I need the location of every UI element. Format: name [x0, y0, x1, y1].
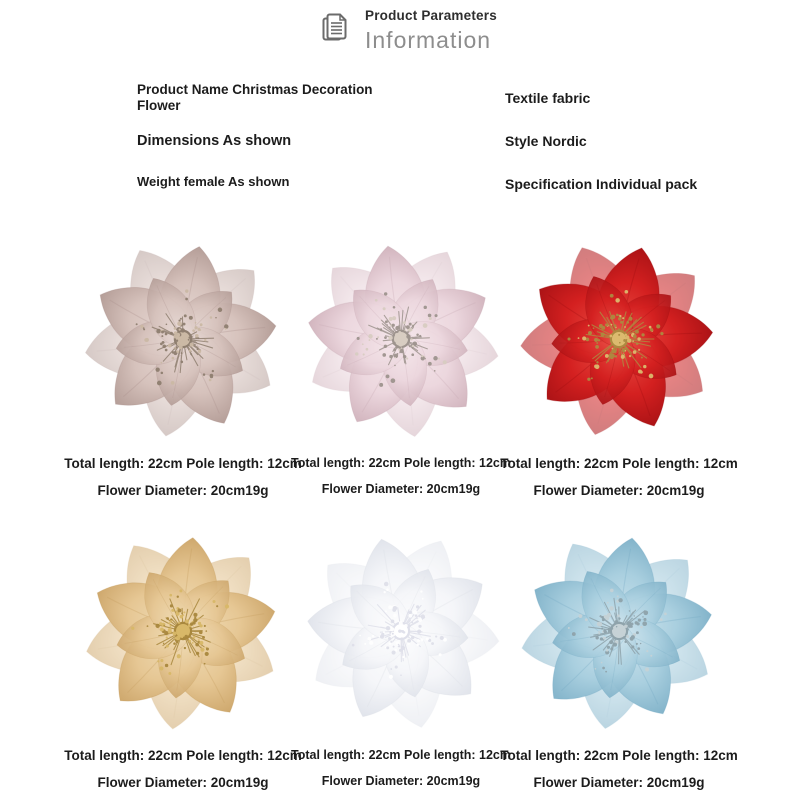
header-text [365, 8, 497, 54]
flower-card-red [500, 238, 738, 498]
flower-caption-diameter: Flower Diameter: 20cm19g [533, 483, 705, 498]
parameter-row-left-1: Dimensions As shown [137, 133, 292, 149]
flower-grid [64, 238, 738, 790]
flower-caption-diameter: Flower Diameter: 20cm19g [321, 774, 481, 788]
flower-caption-diameter: Flower Diameter: 20cm19g [533, 775, 705, 790]
flower-caption-length: Total length: 22cm Pole length: 12cm [291, 748, 511, 762]
flower-caption [64, 732, 302, 790]
parameters-column-right [505, 82, 790, 192]
parameter-row-right-2: Specification Individual pack [505, 176, 698, 192]
page-title: Product Parameters [365, 8, 497, 23]
flower-card-gold [64, 530, 302, 790]
flower-caption [500, 440, 738, 498]
flower-card-blue [500, 530, 738, 790]
flower-image-champagne [81, 238, 285, 440]
flower-caption-diameter: Flower Diameter: 20cm19g [97, 483, 269, 498]
flower-image-pink [299, 238, 503, 440]
flower-image-red [517, 238, 721, 440]
flower-card-white [292, 530, 510, 790]
flower-image-gold [81, 530, 285, 732]
flower-caption-length: Total length: 22cm Pole length: 12cm [291, 456, 511, 470]
flower-image-white [299, 530, 503, 732]
flower-caption-length: Total length: 22cm Pole length: 12cm [64, 456, 302, 471]
flower-caption-length: Total length: 22cm Pole length: 12cm [500, 748, 738, 763]
parameter-row-right-1: Style Nordic [505, 133, 587, 149]
flower-caption [64, 440, 302, 498]
parameter-row-left-2: Weight female As shown [137, 174, 290, 189]
parameters-column-left [137, 82, 382, 190]
header [320, 8, 497, 54]
flower-caption [500, 732, 738, 790]
flower-caption-length: Total length: 22cm Pole length: 12cm [64, 748, 302, 763]
flower-caption [291, 732, 511, 788]
flower-caption [291, 440, 511, 496]
parameter-row-left-0: Product Name Christmas Decoration Flower [137, 82, 373, 113]
flower-caption-diameter: Flower Diameter: 20cm19g [97, 775, 269, 790]
flower-caption-length: Total length: 22cm Pole length: 12cm [500, 456, 738, 471]
document-pages-icon [320, 11, 350, 45]
page-subtitle: Information [365, 27, 492, 53]
parameter-row-right-0: Textile fabric [505, 90, 591, 106]
flower-caption-diameter: Flower Diameter: 20cm19g [321, 482, 481, 496]
flower-card-champagne [64, 238, 302, 498]
flower-image-blue [517, 530, 721, 732]
flower-card-pink [292, 238, 510, 498]
